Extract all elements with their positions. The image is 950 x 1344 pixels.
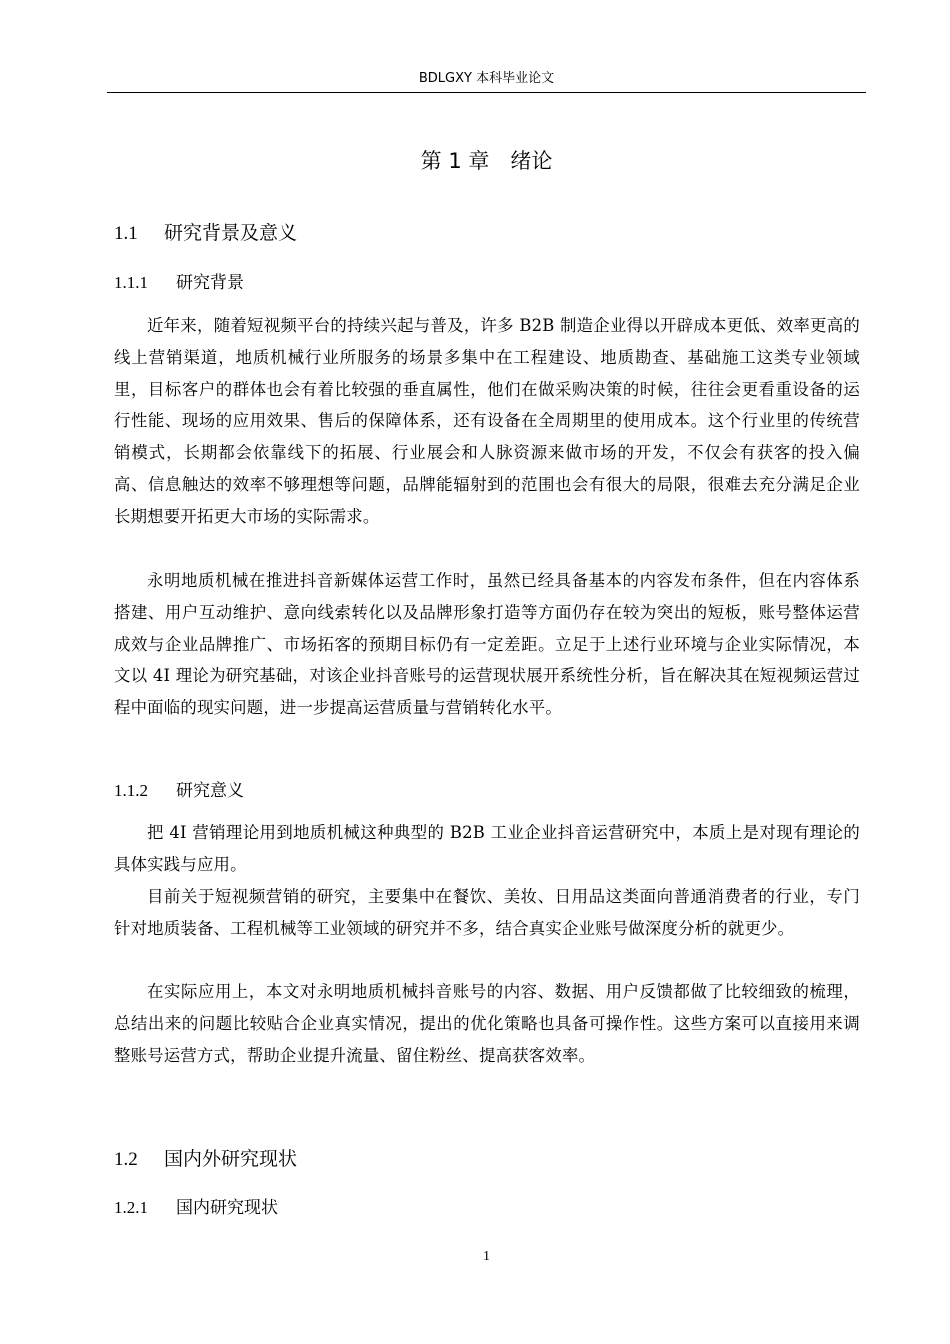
subsection-title: 研究意义	[176, 781, 244, 801]
body-paragraph: 目前关于短视频营销的研究，主要集中在餐饮、美妆、日用品这类面向普通消费者的行业，专门针对地质装备、工程机械等工业领域的研究并不多，结合真实企业账号做深度分析的就更少。	[114, 887, 860, 938]
subsection-number: 1.2.1	[114, 1198, 148, 1217]
subsection-title: 国内研究现状	[176, 1198, 278, 1218]
body-paragraph: 把 4I 营销理论用到地质机械这种典型的 B2B 工业企业抖音运营研究中，本质上是对现有理论的具体实践与应用。	[114, 823, 860, 874]
subsection-heading-1-2-1	[114, 1195, 278, 1221]
body-paragraph: 在实际应用上，本文对永明地质机械抖音账号的内容、数据、用户反馈都做了比较细致的梳理，总结出来的问题比较贴合企业真实情况，提出的优化策略也具备可操作性。这些方案可以直接用来调整账号运营方式，帮助企业提升流量、留住粉丝、提高获客效率。	[114, 982, 860, 1065]
header-divider	[107, 92, 866, 93]
page-number: 1	[483, 1249, 490, 1264]
section-title: 国内外研究现状	[164, 1148, 298, 1170]
subsection-heading-1-1-1	[114, 270, 244, 296]
subsection-number: 1.1.2	[114, 781, 148, 800]
body-paragraph: 永明地质机械在推进抖音新媒体运营工作时，虽然已经具备基本的内容发布条件，但在内容体系搭建、用户互动维护、意向线索转化以及品牌形象打造等方面仍存在较为突出的短板，账号整体运营成效与企业品牌推广、市场拓客的预期目标仍有一定差距。立足于上述行业环境与企业实际情况，本文以 4I 理论为研究基础，对该企业抖音账号的运营现状展开系统性分析，旨在解决其在短视频运营过程中面临的现实问题，进一步提高运营质量与营销转化水平。	[114, 571, 860, 718]
chapter-title: 第 1 章 绪论	[420, 149, 553, 173]
section-number: 1.2	[114, 1149, 138, 1170]
section-heading-1-1	[114, 219, 297, 248]
subsection-title: 研究背景	[176, 273, 244, 293]
running-header: BDLGXY 本科毕业论文	[418, 71, 555, 86]
body-paragraph: 近年来，随着短视频平台的持续兴起与普及，许多 B2B 制造企业得以开辟成本更低、效率更高的线上营销渠道，地质机械行业所服务的场景多集中在工程建设、地质勘查、基础施工这类专业领域里，目标客户的群体也会有着比较强的垂直属性，他们在做采购决策的时候，往往会更看重设备的运行性能、现场的应用效果、售后的保障体系，还有设备在全周期里的使用成本。这个行业里的传统营销模式，长期都会依靠线下的拓展、行业展会和人脉资源来做市场的开发，不仅会有获客的投入偏高、信息触达的效率不够理想等问题，品牌能辐射到的范围也会有很大的局限，很难去充分满足企业长期想要开拓更大市场的实际需求。	[114, 316, 860, 526]
section-heading-1-2	[114, 1145, 297, 1174]
section-number: 1.1	[114, 223, 138, 244]
section-title: 研究背景及意义	[164, 222, 298, 244]
subsection-number: 1.1.1	[114, 273, 148, 292]
subsection-heading-1-1-2	[114, 778, 244, 804]
